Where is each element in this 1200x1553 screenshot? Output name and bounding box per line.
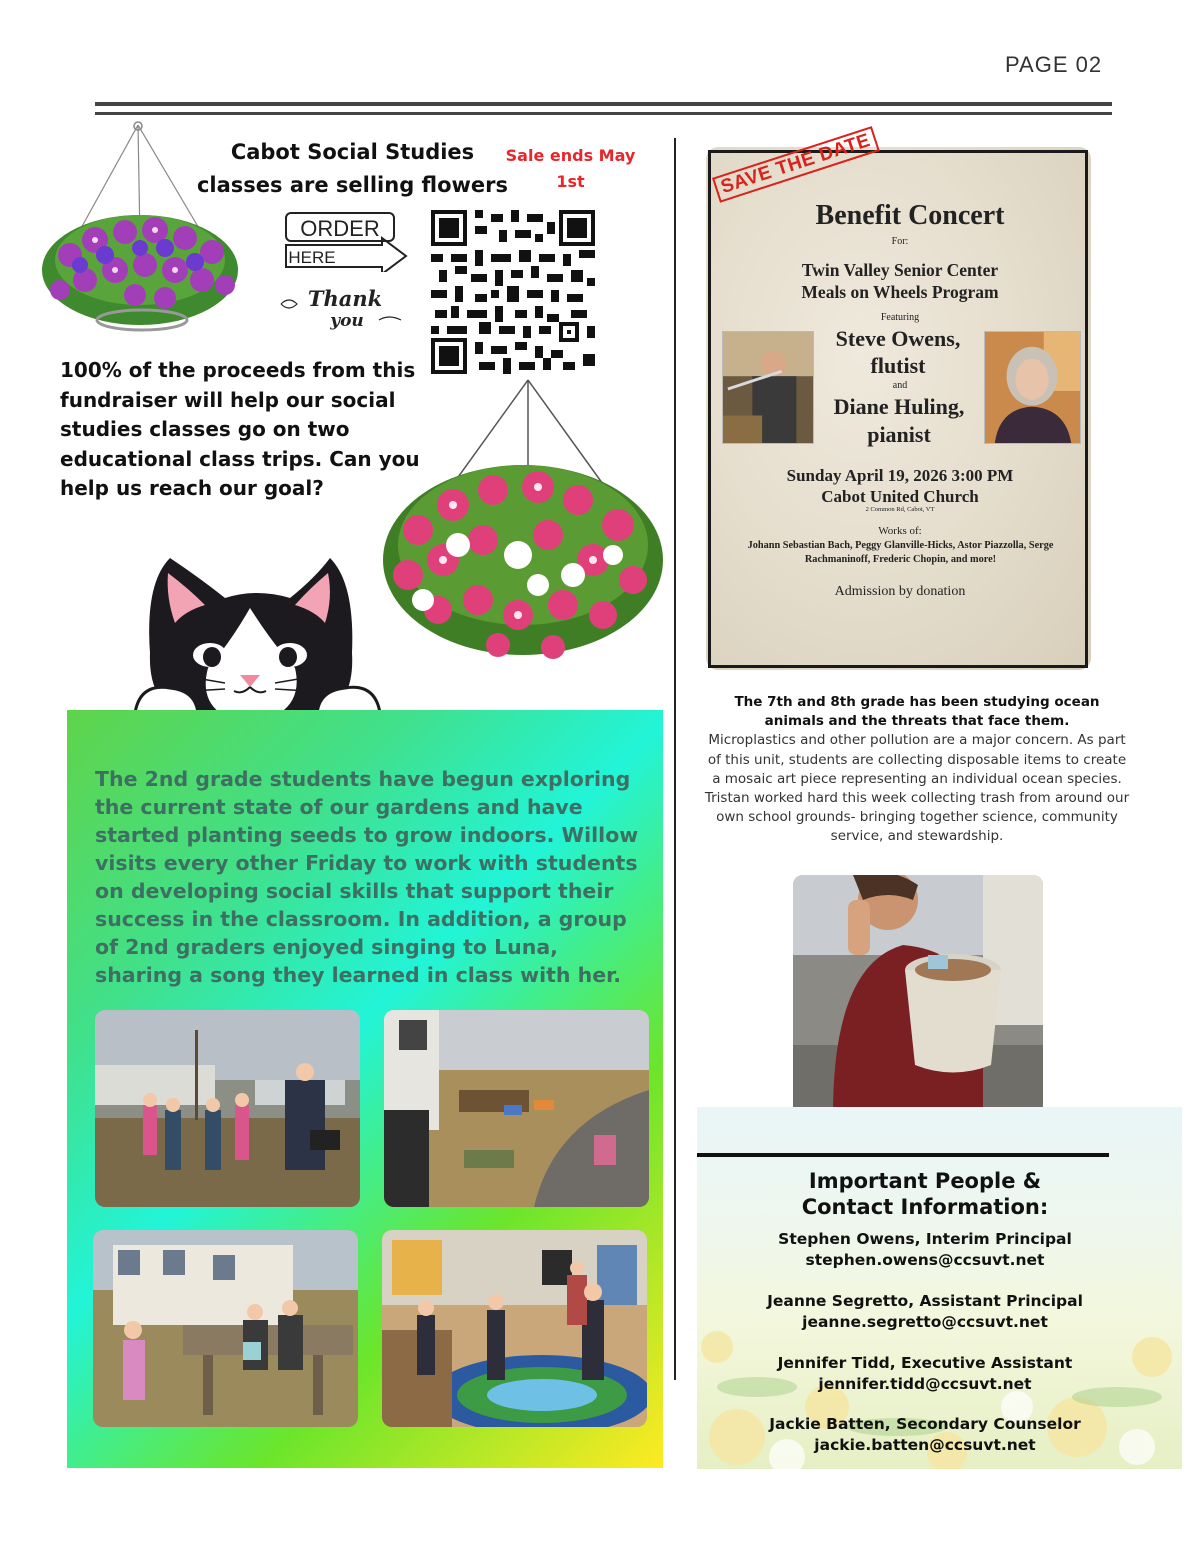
column-divider <box>674 138 676 1380</box>
contact-name-role: Jeanne Segretto, Assistant Principal <box>767 1292 1083 1310</box>
performer-steve <box>818 325 978 379</box>
flower-sale-title-line2: classes are selling flowers <box>196 173 509 197</box>
qr-code-order-link[interactable] <box>431 210 595 374</box>
hanging-basket-pink-image <box>378 375 666 665</box>
contact-heading-line1: Important People & <box>808 1169 1042 1193</box>
contact-email[interactable]: jackie.batten@ccsuvt.net <box>814 1436 1036 1454</box>
contact-heading-line2: Contact Information: <box>801 1195 1049 1219</box>
grade2-photo-picnic-table <box>93 1230 358 1427</box>
beneficiary-line2: Meals on Wheels Program <box>801 282 999 302</box>
sale-ends-note <box>498 143 643 195</box>
page-number: PAGE 02 <box>1005 52 1103 77</box>
contact-divider <box>697 1153 1109 1157</box>
works-list: Johann Sebastian Bach, Peggy Glanville-Hicks, Astor Piazzolla, Serge Rachmaninoff, Frederic Chopin, and more! <box>747 540 1054 565</box>
concert-datetime <box>760 465 1040 507</box>
contact-email[interactable]: stephen.owens@ccsuvt.net <box>805 1251 1045 1269</box>
thank-you-line1: Thank <box>307 286 383 311</box>
and-label: and <box>892 380 908 391</box>
contact-entry <box>720 1291 1130 1333</box>
concert-beneficiary <box>760 259 1040 303</box>
hanging-basket-purple-image <box>40 120 245 340</box>
featuring-label: Featuring <box>880 312 920 323</box>
sale-ends-line2: 1st <box>556 172 585 191</box>
contact-email[interactable]: jeanne.segretto@ccsuvt.net <box>802 1313 1048 1331</box>
contact-entry <box>720 1414 1130 1456</box>
flutist-photo <box>722 331 814 444</box>
concert-place: Cabot United Church <box>821 487 979 506</box>
contact-heading <box>745 1168 1105 1220</box>
works-label: Works of: <box>878 525 922 537</box>
order-here-sign[interactable] <box>282 210 412 272</box>
contact-entry <box>720 1229 1130 1271</box>
fundraiser-proceeds-text: 100% of the proceeds from this fundraiser will help our social studies classes go on two educational class trips. Can you help us reach our goal? <box>60 358 420 500</box>
thank-you-script <box>275 282 410 332</box>
contact-email[interactable]: jennifer.tidd@ccsuvt.net <box>818 1375 1032 1393</box>
grade2-text: The 2nd grade students have begun exploring the current state of our gardens and have started planting seeds to grow indoors. Willow visits every other Friday to work with students on developing social skills that support their success in the classroom. In addition, a group of 2nd graders enjoyed singing to Luna, sharing a song they learned in class with her. <box>95 767 639 987</box>
contact-name-role: Stephen Owens, Interim Principal <box>778 1230 1072 1248</box>
contact-entry <box>720 1353 1130 1395</box>
header-rule-bottom <box>95 112 1112 115</box>
pianist-photo <box>984 331 1081 444</box>
concert-for-label: For: <box>891 236 909 247</box>
ocean-article-lead: The 7th and 8th grade has been studying ocean animals and the threats that face them. <box>734 694 1100 730</box>
save-the-date-stamp: SAVE THE DATE <box>712 126 880 203</box>
beneficiary-line1: Twin Valley Senior Center <box>801 260 999 280</box>
performer2-name: Diane Huling, <box>833 394 965 419</box>
student-trash-bucket-photo <box>793 875 1043 1115</box>
contact-name-role: Jennifer Tidd, Executive Assistant <box>777 1354 1073 1372</box>
performer1-role: flutist <box>870 353 926 378</box>
concert-address: 2 Common Rd, Cabot, VT <box>865 506 935 513</box>
performer1-name: Steve Owens, <box>835 326 961 351</box>
ocean-article-body: Microplastics and other pollution are a major concern. As part of this unit, students are collecting disposable items to create a mosaic art piece representing an individual ocean species. Tristan worked hard this week collecting trash from around our own school grounds- bringing together science, community service, and stewardship. <box>704 732 1130 845</box>
header-rule-top <box>95 102 1112 106</box>
admission-note: Admission by donation <box>834 584 966 599</box>
concert-title: Benefit Concert <box>815 200 1005 231</box>
ocean-article <box>703 693 1131 847</box>
concert-date: Sunday April 19, 2026 3:00 PM <box>786 466 1014 485</box>
performer2-role: pianist <box>867 422 931 447</box>
contact-name-role: Jackie Batten, Secondary Counselor <box>769 1415 1081 1433</box>
grade2-photo-classroom-rug <box>382 1230 647 1427</box>
grade2-photo-garden-lawn <box>384 1010 649 1207</box>
thank-you-line2: you <box>330 311 364 331</box>
order-here-line2: HERE <box>288 248 336 267</box>
grade2-photo-outdoor-group <box>95 1010 360 1207</box>
flower-sale-title-line1: Cabot Social Studies <box>230 140 475 164</box>
order-here-line1: ORDER <box>300 216 380 241</box>
sale-ends-line1: Sale ends May <box>505 146 636 165</box>
performer-diane <box>808 393 990 449</box>
